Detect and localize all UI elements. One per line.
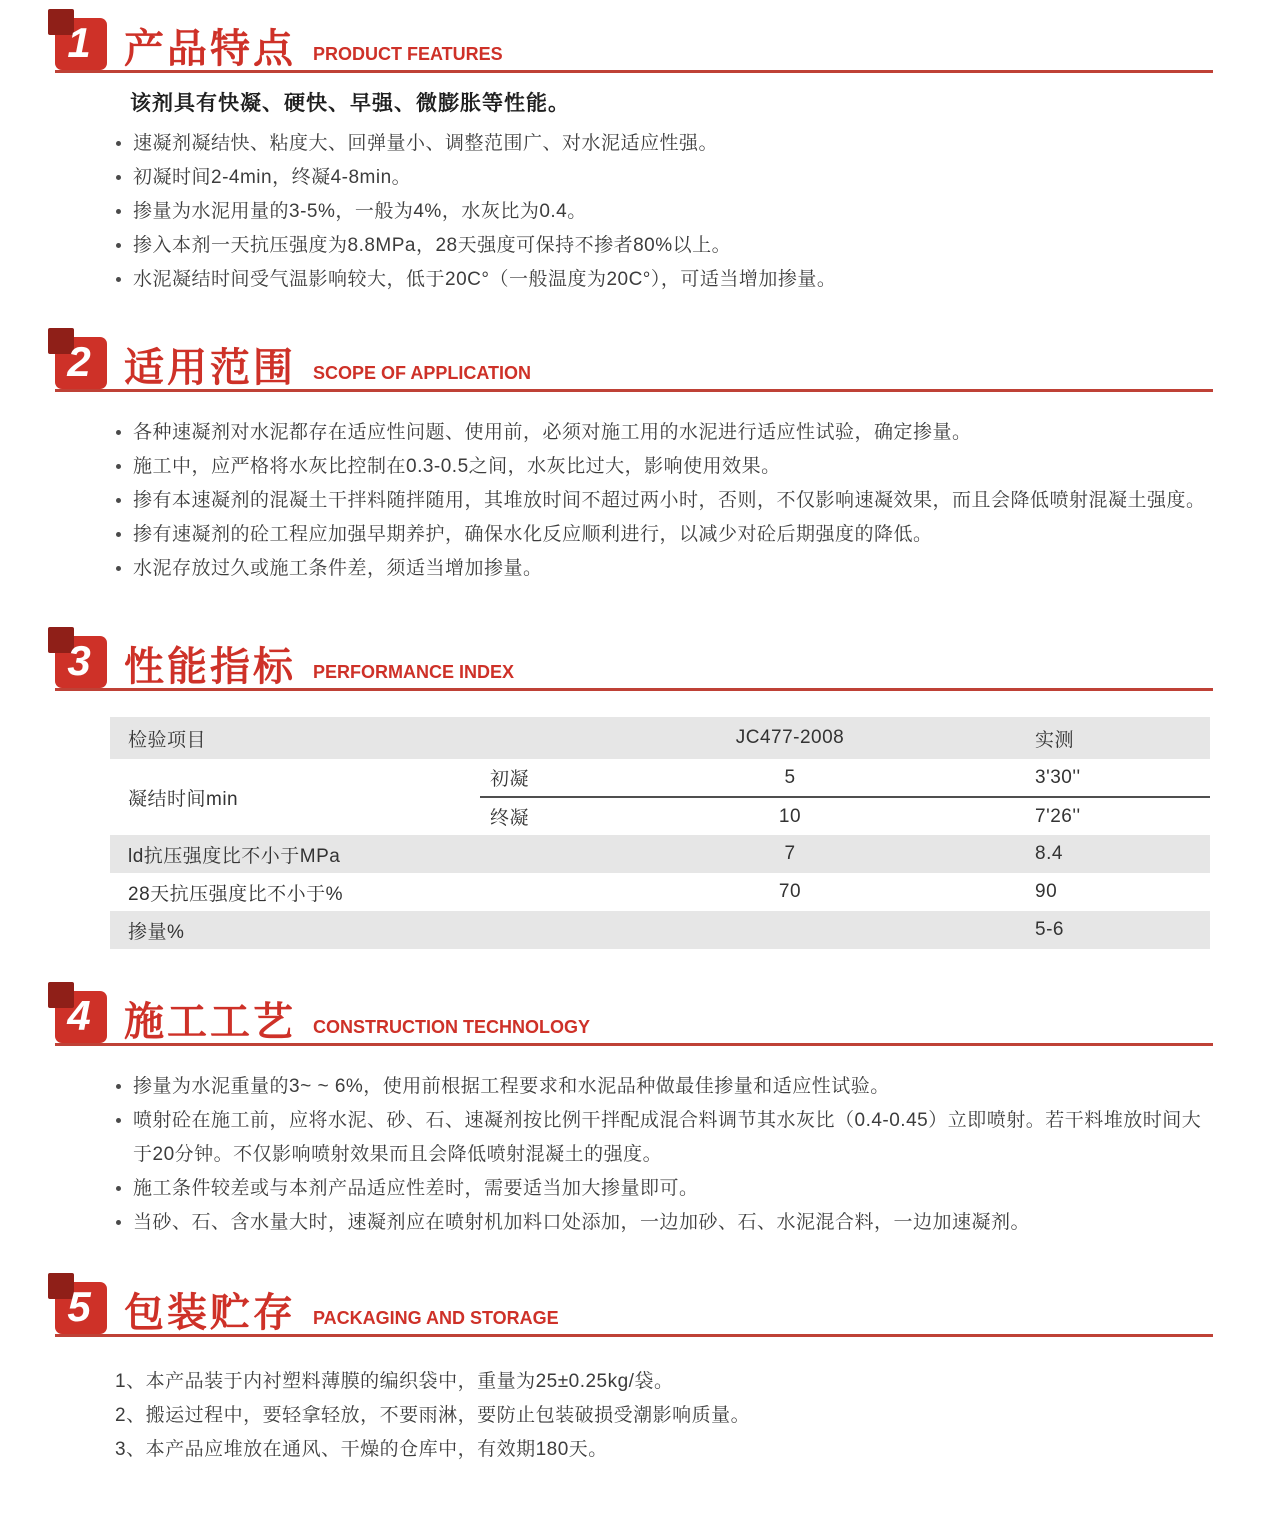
section-1-number: 1 (67, 19, 91, 66)
table-row-28d-strength (110, 873, 1210, 911)
cell-test-item: ld抗压强度比不小于MPa (128, 845, 341, 867)
features-bullet-list (55, 127, 1213, 297)
cell-measured-value: 3'30'' (1035, 766, 1081, 788)
column-header-blank (480, 717, 675, 759)
column-header-standard: JC477-2008 (735, 727, 845, 748)
section-4-title: 施工工艺 (124, 1000, 296, 1044)
cell-measured-value: 5-6 (1035, 919, 1064, 940)
section-scope-of-application (55, 337, 1213, 586)
section-3-number: 3 (67, 637, 91, 684)
cell-sub-item: 终凝 (480, 797, 675, 835)
bullet-item: 施工条件较差或与本剂产品适应性差时，需要适当加大掺量即可。 (133, 1172, 1213, 1206)
section-3-subtitle-en: PERFORMANCE INDEX (313, 662, 515, 682)
features-intro: 该剂具有快凝、硬快、早强、微膨胀等性能。 (130, 92, 570, 115)
cell-sub-item (480, 835, 675, 873)
bullet-item: 速凝剂凝结快、粘度大、回弹量小、调整范围广、对水泥适应性强。 (133, 127, 1213, 161)
cell-sub-item (480, 911, 675, 949)
section-1-title: 产品特点 (124, 27, 296, 71)
section-5-number-badge (55, 1282, 107, 1334)
section-2-subtitle-en: SCOPE OF APPLICATION (313, 363, 532, 383)
performance-table (110, 717, 1210, 949)
cell-standard-value: 7 (784, 843, 796, 864)
section-1-number-badge (55, 18, 107, 70)
cell-standard-value (675, 911, 905, 949)
section-product-features (55, 18, 1213, 297)
section-1-header (55, 18, 1213, 73)
table-row-1d-strength (110, 835, 1210, 873)
section-3-title: 性能指标 (124, 645, 296, 689)
section-5-title: 包装贮存 (124, 1291, 296, 1335)
section-2-number-badge (55, 337, 107, 389)
section-2-number: 2 (67, 338, 91, 385)
section-2-title: 适用范围 (124, 346, 296, 390)
section-4-number-badge (55, 991, 107, 1043)
column-header-test-item: 检验项目 (128, 729, 207, 751)
column-header-measured: 实测 (1035, 729, 1075, 751)
section-3-header (55, 636, 1213, 691)
section-construction-technology (55, 991, 1213, 1240)
numbered-item: 3、本产品应堆放在通风、干燥的仓库中，有效期180天。 (115, 1439, 608, 1460)
numbered-item: 1、本产品装于内衬塑料薄膜的编织袋中，重量为25±0.25kg/袋。 (115, 1371, 674, 1392)
packaging-numbered-list (55, 1365, 1213, 1467)
bullet-item: 掺入本剂一天抗压强度为8.8MPa，28天强度可保持不掺者80%以上。 (133, 229, 1213, 263)
section-5-header (55, 1282, 1213, 1337)
section-3-number-badge (55, 636, 107, 688)
bullet-item: 初凝时间2-4min，终凝4-8min。 (133, 161, 1213, 195)
bullet-item: 施工中，应严格将水灰比控制在0.3-0.5之间，水灰比过大，影响使用效果。 (133, 450, 1213, 484)
bullet-item: 各种速凝剂对水泥都存在适应性问题、使用前，必须对施工用的水泥进行适应性试验，确定掺量。 (133, 416, 1213, 450)
cell-measured-value: 90 (1035, 881, 1058, 902)
bullet-item: 喷射砼在施工前，应将水泥、砂、石、速凝剂按比例干拌配成混合料调节其水灰比（0.4-0.45）立即喷射。若干料堆放时间大于20分钟。不仅影响喷射效果而且会降低喷射混凝土的强度。 (133, 1104, 1213, 1172)
cell-standard-value: 5 (784, 766, 796, 788)
section-4-header (55, 991, 1213, 1046)
section-4-subtitle-en: CONSTRUCTION TECHNOLOGY (313, 1017, 590, 1037)
section-5-number: 5 (67, 1283, 91, 1330)
cell-standard-value: 70 (778, 881, 802, 902)
bullet-item: 掺量为水泥重量的3~ ~ 6%，使用前根据工程要求和水泥品种做最佳掺量和适应性试验。 (133, 1070, 1213, 1104)
bullet-item: 掺有速凝剂的砼工程应加强早期养护，确保水化反应顺利进行，以减少对砼后期强度的降低。 (133, 518, 1213, 552)
section-performance-index (55, 636, 1213, 949)
construction-bullet-list (55, 1070, 1213, 1240)
table-row-dosage (110, 911, 1210, 949)
table-row-setting-time-initial (110, 759, 1210, 797)
cell-sub-item: 初凝 (490, 769, 530, 790)
cell-test-item: 凝结时间min (128, 788, 239, 810)
bullet-item: 掺量为水泥用量的3-5%，一般为4%，水灰比为0.4。 (133, 195, 1213, 229)
section-5-subtitle-en: PACKAGING AND STORAGE (313, 1308, 559, 1328)
scope-bullet-list (55, 416, 1213, 586)
cell-sub-item (480, 873, 675, 911)
section-2-header (55, 337, 1213, 392)
section-packaging-and-storage (55, 1282, 1213, 1467)
bullet-item: 水泥存放过久或施工条件差，须适当增加掺量。 (133, 552, 1213, 586)
bullet-item: 掺有本速凝剂的混凝土干拌料随拌随用，其堆放时间不超过两小时，否则，不仅影响速凝效果，而且会降低喷射混凝土强度。 (133, 484, 1213, 518)
cell-test-item: 28天抗压强度比不小于% (128, 883, 344, 905)
cell-measured-value: 8.4 (1035, 843, 1063, 864)
cell-test-item: 掺量% (128, 921, 185, 943)
section-4-number: 4 (67, 992, 91, 1039)
numbered-item: 2、搬运过程中，要轻拿轻放，不要雨淋，要防止包装破损受潮影响质量。 (115, 1405, 751, 1426)
cell-standard-value: 10 (675, 797, 905, 835)
section-1-subtitle-en: PRODUCT FEATURES (313, 44, 503, 64)
bullet-item: 水泥凝结时间受气温影响较大，低于20C°（一般温度为20C°），可适当增加掺量。 (133, 263, 1213, 297)
table-header-row (110, 717, 1210, 759)
bullet-item: 当砂、石、含水量大时，速凝剂应在喷射机加料口处添加，一边加砂、石、水泥混合料，一边加速凝剂。 (133, 1206, 1213, 1240)
cell-measured-value: 7'26'' (905, 797, 1210, 835)
